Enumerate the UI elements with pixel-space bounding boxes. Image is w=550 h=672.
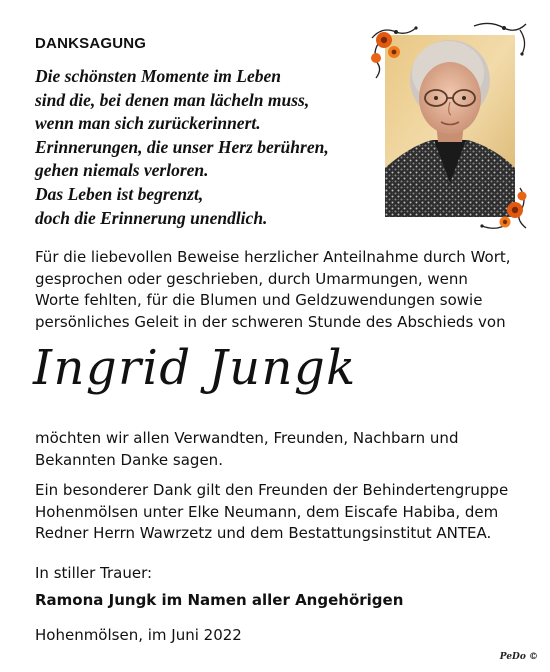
text-line: Hohenmölsen unter Elke Neumann, dem Eiscafe Habiba, dem (35, 502, 499, 521)
poem-line: wenn man sich zurückerinnert. (35, 113, 261, 134)
deceased-name: Ingrid Jungk (33, 340, 357, 396)
credit-mark: PeDo © (499, 652, 538, 662)
text-line: gesprochen oder geschrieben, durch Umarmungen, wenn (35, 269, 468, 288)
text-line: Worte fehlten, für die Blumen und Geldzuwendungen sowie (35, 291, 483, 309)
text-line: persönliches Geleit in der schweren Stunde des Abschieds von (35, 312, 506, 331)
place-date: Hohenmölsen, im Juni 2022 (35, 626, 242, 644)
portrait-photo (370, 18, 530, 233)
page-title: DANKSAGUNG (35, 35, 147, 52)
thanks-paragraph (35, 247, 525, 333)
portrait-image (370, 18, 530, 233)
poem-line: Das Leben ist begrenzt, (35, 183, 204, 204)
poem (35, 65, 375, 230)
poem-line: sind die, bei denen man lächeln muss, (35, 89, 310, 110)
text-line: Redner Herrn Wawrzetz und dem Bestattungsinstitut ANTEA. (35, 524, 492, 542)
text-line: Bekannten Danke sagen. (35, 450, 223, 469)
poem-line: doch die Erinnerung unendlich. (35, 207, 268, 228)
mourning-label: In stiller Trauer: (35, 564, 153, 582)
text-line: Für die liebevollen Beweise herzlicher Anteilnahme durch Wort, (35, 248, 511, 266)
poem-line: Die schönsten Momente im Leben (35, 66, 281, 86)
signer: Ramona Jungk im Namen aller Angehörigen (35, 591, 404, 609)
text-line: Ein besonderer Dank gilt den Freunden der Behindertengruppe (35, 481, 509, 499)
thanks-continuation (35, 428, 525, 471)
poem-line: Erinnerungen, die unser Herz berühren, (35, 136, 329, 157)
poem-line: gehen niemals verloren. (35, 160, 209, 181)
text-line: möchten wir allen Verwandten, Freunden, Nachbarn und (35, 429, 459, 447)
special-thanks-paragraph (35, 480, 525, 545)
